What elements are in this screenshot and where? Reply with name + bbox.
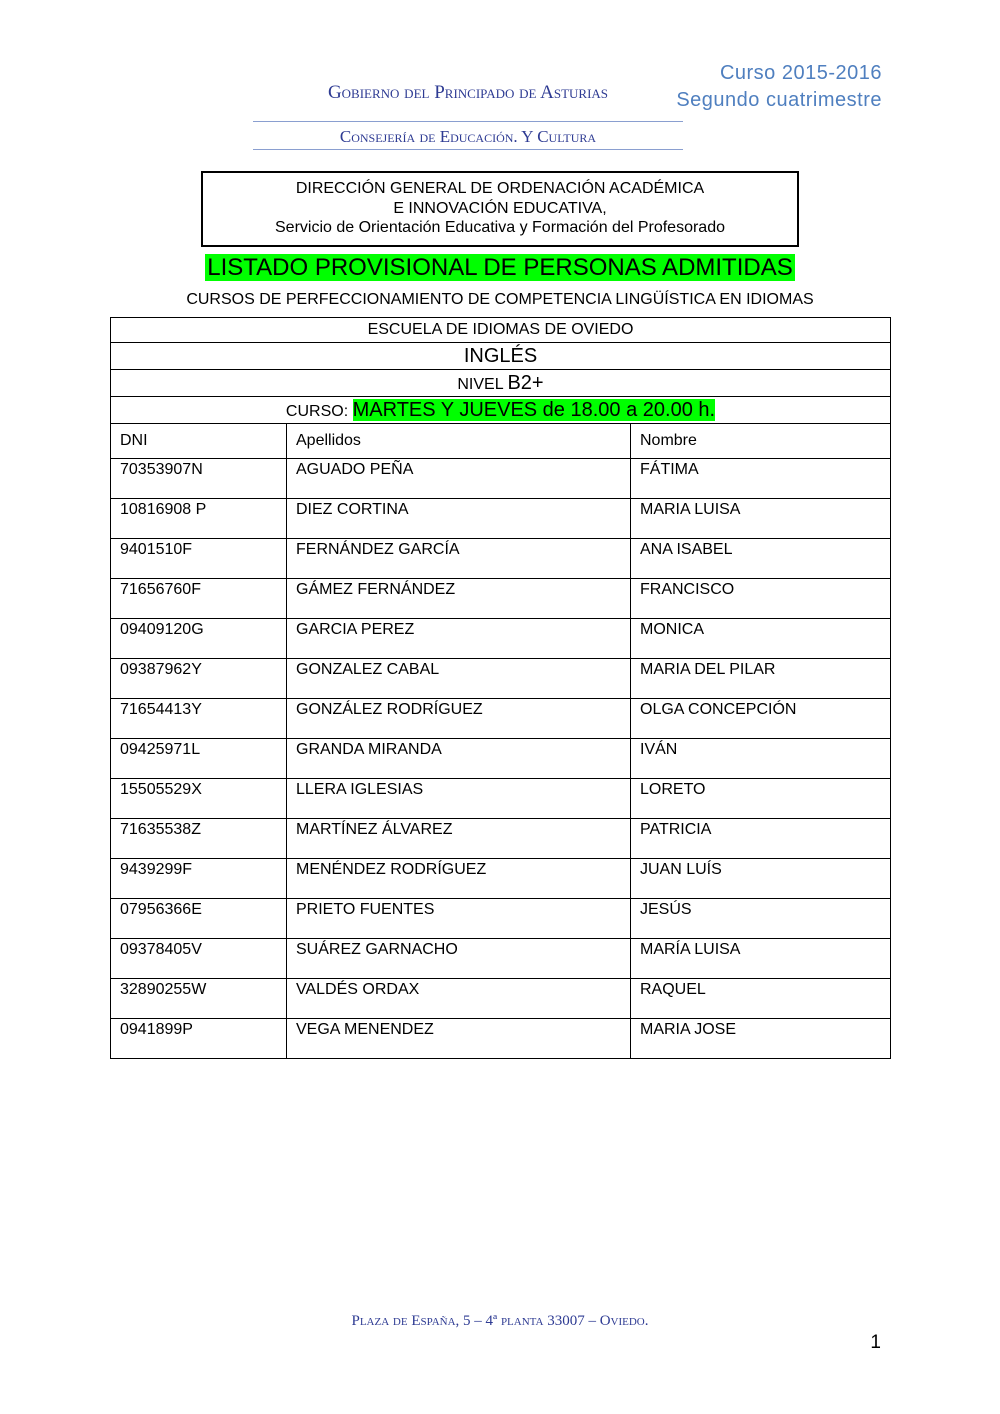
school-cell: ESCUELA DE IDIOMAS DE OVIEDO bbox=[111, 318, 891, 343]
cell-dni: 9439299F bbox=[111, 859, 287, 899]
cell-dni: 09378405V bbox=[111, 939, 287, 979]
cell-nombre: OLGA CONCEPCIÓN bbox=[631, 699, 891, 739]
semester: Segundo cuatrimestre bbox=[676, 89, 882, 111]
department-header: Consejería de Educación. Y Cultura bbox=[339, 127, 597, 146]
cell-dni: 70353907N bbox=[111, 459, 287, 499]
table-row bbox=[111, 699, 891, 739]
table-header-row bbox=[111, 424, 891, 459]
cell-dni: 09409120G bbox=[111, 619, 287, 659]
table-row bbox=[111, 459, 891, 499]
course-schedule: MARTES Y JUEVES de 18.00 a 20.00 h. bbox=[352, 398, 716, 421]
cell-nombre: IVÁN bbox=[631, 739, 891, 779]
cell-apellidos: AGUADO PEÑA bbox=[287, 459, 631, 499]
page-title bbox=[0, 254, 1000, 282]
cell-dni: 07956366E bbox=[111, 899, 287, 939]
cell-apellidos: FERNÁNDEZ GARCÍA bbox=[287, 539, 631, 579]
cell-apellidos: GONZÁLEZ RODRÍGUEZ bbox=[287, 699, 631, 739]
cell-nombre: MARIA DEL PILAR bbox=[631, 659, 891, 699]
cell-dni: 0941899P bbox=[111, 1019, 287, 1059]
cell-apellidos: VALDÉS ORDAX bbox=[287, 979, 631, 1019]
table-row bbox=[111, 619, 891, 659]
cell-nombre: JESÚS bbox=[631, 899, 891, 939]
column-header: Apellidos bbox=[287, 424, 631, 459]
table-row bbox=[111, 499, 891, 539]
table-row bbox=[111, 659, 891, 699]
level-value: B2+ bbox=[507, 371, 544, 394]
cell-dni: 9401510F bbox=[111, 539, 287, 579]
table-row bbox=[111, 739, 891, 779]
column-header: Nombre bbox=[631, 424, 891, 459]
cell-nombre: PATRICIA bbox=[631, 819, 891, 859]
cell-apellidos: LLERA IGLESIAS bbox=[287, 779, 631, 819]
cell-dni: 71635538Z bbox=[111, 819, 287, 859]
cell-dni: 71654413Y bbox=[111, 699, 287, 739]
title-text: LISTADO PROVISIONAL DE PERSONAS ADMITIDAS bbox=[207, 254, 793, 281]
table-row bbox=[111, 1019, 891, 1059]
cell-dni: 15505529X bbox=[111, 779, 287, 819]
table-row bbox=[111, 539, 891, 579]
language-cell: INGLÉS bbox=[111, 343, 891, 370]
box-line: E INNOVACIÓN EDUCATIVA, bbox=[393, 199, 607, 217]
course-cell bbox=[111, 397, 891, 424]
cell-nombre: MARÍA LUISA bbox=[631, 939, 891, 979]
subtitle: CURSOS DE PERFECCIONAMIENTO DE COMPETENCIA LINGÜÍSTICA EN IDIOMAS bbox=[186, 291, 814, 308]
admitted-table bbox=[110, 317, 891, 1059]
cell-apellidos: DIEZ CORTINA bbox=[287, 499, 631, 539]
cell-nombre: MONICA bbox=[631, 619, 891, 659]
cell-apellidos: VEGA MENENDEZ bbox=[287, 1019, 631, 1059]
cell-dni: 71656760F bbox=[111, 579, 287, 619]
table-row bbox=[111, 779, 891, 819]
cell-apellidos: MARTÍNEZ ÁLVAREZ bbox=[287, 819, 631, 859]
table-row bbox=[111, 979, 891, 1019]
cell-nombre: LORETO bbox=[631, 779, 891, 819]
box-line: DIRECCIÓN GENERAL DE ORDENACIÓN ACADÉMICA bbox=[295, 180, 705, 197]
table-row bbox=[111, 899, 891, 939]
cell-apellidos: SUÁREZ GARNACHO bbox=[287, 939, 631, 979]
cell-nombre: ANA ISABEL bbox=[631, 539, 891, 579]
cell-nombre: MARIA JOSE bbox=[631, 1019, 891, 1059]
government-header: Gobierno del Principado de Asturias bbox=[327, 82, 609, 103]
cell-dni: 10816908 P bbox=[111, 499, 287, 539]
cell-nombre: FÁTIMA bbox=[631, 459, 891, 499]
cell-nombre: RAQUEL bbox=[631, 979, 891, 1019]
table-row bbox=[111, 579, 891, 619]
cell-apellidos: PRIETO FUENTES bbox=[287, 899, 631, 939]
cell-dni: 32890255W bbox=[111, 979, 287, 1019]
course-info bbox=[676, 60, 882, 114]
cell-nombre: MARIA LUISA bbox=[631, 499, 891, 539]
cell-apellidos: GÁMEZ FERNÁNDEZ bbox=[287, 579, 631, 619]
table-row bbox=[111, 819, 891, 859]
page-number: 1 bbox=[870, 1332, 881, 1353]
cell-apellidos: MENÉNDEZ RODRÍGUEZ bbox=[287, 859, 631, 899]
level-label: NIVEL bbox=[457, 375, 504, 393]
footer-address: Plaza de España, 5 – 4ª planta 33007 – Oviedo. bbox=[351, 1313, 649, 1329]
cell-nombre: JUAN LUÍS bbox=[631, 859, 891, 899]
directorate-box bbox=[201, 171, 799, 247]
cell-nombre: FRANCISCO bbox=[631, 579, 891, 619]
course-year: Curso 2015-2016 bbox=[719, 62, 882, 84]
cell-apellidos: GARCIA PEREZ bbox=[287, 619, 631, 659]
cell-dni: 09387962Y bbox=[111, 659, 287, 699]
divider bbox=[253, 121, 683, 122]
cell-dni: 09425971L bbox=[111, 739, 287, 779]
column-header: DNI bbox=[111, 424, 287, 459]
divider bbox=[253, 149, 683, 150]
cell-apellidos: GONZALEZ CABAL bbox=[287, 659, 631, 699]
level-cell bbox=[111, 370, 891, 397]
course-label: CURSO: bbox=[285, 402, 349, 420]
cell-apellidos: GRANDA MIRANDA bbox=[287, 739, 631, 779]
box-line: Servicio de Orientación Educativa y Formación del Profesorado bbox=[275, 219, 725, 236]
table-row bbox=[111, 939, 891, 979]
table-row bbox=[111, 859, 891, 899]
